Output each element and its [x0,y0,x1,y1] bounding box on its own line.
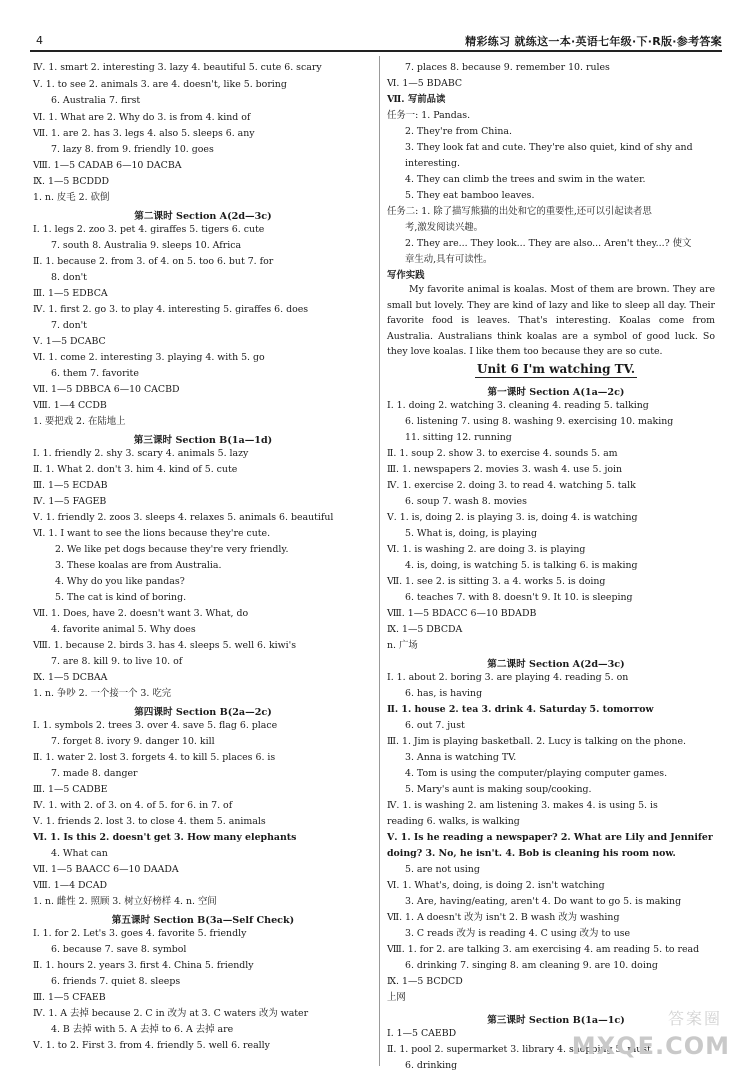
answer-line: Ⅴ. 1. to see 2. animals 3. are 4. doesn't, like 5. boring [33,79,287,90]
section-heading: 第五课时 Section B(3a—Self Check) [111,915,295,926]
answer-line: Ⅱ. 1. house 2. tea 3. drink 4. Saturday 5. tomorrow [387,704,654,715]
answer-line: Ⅸ. 1—5 DCBAA [33,672,108,683]
answer-line: 1. 要把戏 2. 在陆地上 [33,416,126,427]
answer-line: Ⅲ. 1—5 CADBE [33,784,108,795]
answer-line: 8. don't [51,272,87,283]
answer-line: 章生动,具有可读性。 [405,254,493,265]
answer-line: reading 6. walks, is walking [387,816,520,827]
answer-line: Ⅷ. 1. because 2. birds 3. has 4. sleeps 5. well 6. kiwi's [33,640,297,651]
column-divider [379,56,380,1066]
section-heading: 第二课时 Section A(2d—3c) [487,659,625,670]
answer-line: Ⅳ. 1. with 2. of 3. on 4. of 5. for 6. in 7. of [33,800,233,811]
answer-line: 2. They are... They look... They are also... Aren't they...? 使文 [405,238,692,249]
answer-line: Ⅰ. 1. symbols 2. trees 3. over 4. save 5. flag 6. place [33,720,278,731]
answer-line: 6. out 7. just [405,720,465,731]
answer-line: 3. Anna is watching TV. [405,752,517,763]
answer-line: Ⅴ. 1. friendly 2. zoos 3. sleeps 4. relaxes 5. animals 6. beautiful [33,512,334,523]
answer-line: Ⅰ. 1. legs 2. zoo 3. pet 4. giraffes 5. tigers 6. cute [33,224,265,235]
answer-line: Ⅷ. 1. for 2. are talking 3. am exercising 4. am reading 5. to read [387,944,700,955]
answer-line: 1. n. 雌性 2. 照顾 3. 树立好榜样 4. n. 空间 [33,896,217,907]
answer-line: Ⅷ. 1—4 CCDB [33,400,107,411]
answer-line: Ⅶ. 1. are 2. has 3. legs 4. also 5. sleeps 6. any [33,128,255,139]
answer-line: 3. They look fat and cute. They're also quiet, kind of shy and [405,142,693,153]
answer-line: 7. places 8. because 9. remember 10. rules [405,62,610,73]
answer-line: Ⅶ. 1—5 DBBCA 6—10 CACBD [33,384,180,395]
answer-line: Ⅴ. 1. is, doing 2. is playing 3. is, doing 4. is watching [387,512,638,523]
answer-line: 写作实践 [387,270,425,281]
answer-line: Ⅱ. 1. hours 2. years 3. first 4. China 5. friendly [33,960,254,971]
answer-line: Ⅲ. 1—5 ECDAB [33,480,108,491]
answer-line: n. 广场 [387,640,418,651]
answer-line: 2. They're from China. [405,126,512,137]
answer-line: Ⅵ. 1. What are 2. Why do 3. is from 4. kind of [33,112,251,123]
answer-line: 6. them 7. favorite [51,368,139,379]
answer-line: 4. What can [51,848,108,859]
answer-line: Ⅰ. 1—5 CAEBD [387,1028,457,1039]
answer-line: 6. drinking 7. singing 8. am cleaning 9. are 10. doing [405,960,658,971]
sample-essay: My favorite animal is koalas. Most of them are brown. They are small but lovely. They are kind of lazy and like to sleep all day. Their favorite food is leaves. That's interesting. Koalas come from Australia. Australians think koalas are a symbol of good luck. So they love koalas. I like them too because they are so cute. [387,284,715,358]
answer-line: Ⅷ. 1—5 CADAB 6—10 DACBA [33,160,182,171]
answer-line: 5. The cat is kind of boring. [55,592,187,603]
answer-line: Ⅶ. 1. A doesn't 改为 isn't 2. B wash 改为 washing [387,912,620,923]
answer-line: 任务一: 1. Pandas. [387,110,471,121]
page-number: 4 [36,34,43,47]
page-header [30,28,722,52]
answer-line: Ⅳ. 1. A 去掉 because 2. C in 改为 at 3. C waters 改为 water [33,1008,309,1019]
answer-line: Ⅲ. 1—5 CFAEB [33,992,106,1003]
unit-title: Unit 6 I'm watching TV. [476,362,635,376]
answer-line: Ⅳ. 1. is washing 2. am listening 3. makes 4. is using 5. is [387,800,658,811]
answer-line: 4. They can climb the trees and swim in the water. [405,174,646,185]
answer-line: Ⅵ. 1. I want to see the lions because they're cute. [33,528,271,539]
answer-line: Ⅱ. 1. pool 2. supermarket 3. library 4. shopping 5. must [387,1044,651,1055]
answer-line: Ⅸ. 1—5 BCDDD [33,176,110,187]
answer-line: 6. friends 7. quiet 8. sleeps [51,976,181,987]
answer-line: Ⅱ. 1. water 2. lost 3. forgets 4. to kill 5. places 6. is [33,752,276,763]
answer-line: 3. Are, having/eating, aren't 4. Do want to go 5. is making [405,896,682,907]
answer-line: Ⅸ. 1—5 DBCDA [387,624,463,635]
answer-line: 5. What is, doing, is playing [405,528,538,539]
answer-line: 5. Mary's aunt is making soup/cooking. [405,784,592,795]
answer-line: 7. are 8. kill 9. to live 10. of [51,656,183,667]
answer-line: 5. are not using [405,864,480,875]
answer-line: Ⅴ. 1. friends 2. lost 3. to close 4. them 5. animals [33,816,266,827]
answer-line: 上网 [387,992,406,1003]
answer-line: Ⅵ. 1. What's, doing, is doing 2. isn't watching [387,880,605,891]
answer-line: Ⅴ. 1. Is he reading a newspaper? 2. What are Lily and Jennifer [387,832,713,843]
answer-line: Ⅳ. 1—5 FAGEB [33,496,107,507]
answer-line: 7. forget 8. ivory 9. danger 10. kill [51,736,215,747]
answer-line: Ⅶ. 1—5 BAACC 6—10 DAADA [33,864,179,875]
answer-line: Ⅵ. 1. Is this 2. doesn't get 3. How many elephants [33,832,297,843]
answer-line: Ⅷ. 1—5 BDACC 6—10 BDADB [387,608,537,619]
answer-line: Ⅱ. 1. soup 2. show 3. to exercise 4. sounds 5. am [387,448,618,459]
answer-line: Ⅵ. 1. is washing 2. are doing 3. is playing [387,544,586,555]
answer-line: 11. sitting 12. running [405,432,512,443]
answer-line: Ⅶ. 1. see 2. is sitting 3. a 4. works 5. is doing [387,576,606,587]
answer-line: doing? 3. No, he isn't. 4. Bob is cleaning his room now. [387,848,676,859]
answer-line: Ⅱ. 1. because 2. from 3. of 4. on 5. too 6. but 7. for [33,256,274,267]
answer-line: 1. n. 争吵 2. 一个接一个 3. 吃完 [33,688,172,699]
watermark-top-text: 答案圈 [667,1009,722,1028]
answer-line: 4. Why do you like pandas? [55,576,185,587]
answer-line: Ⅸ. 1—5 BCDCD [387,976,463,987]
answer-line: 考,激发阅读兴趣。 [405,222,483,233]
answer-line: 3. C reads 改为 is reading 4. C using 改为 to use [405,928,631,939]
answer-line: Ⅴ. 1. to 2. First 3. from 4. friendly 5. well 6. really [33,1040,270,1051]
answer-line: 6. has, is having [405,688,483,699]
answer-line: 4. B 去掉 with 5. A 去掉 to 6. A 去掉 are [51,1024,234,1035]
answer-line: 7. don't [51,320,87,331]
answer-line: 6. teaches 7. with 8. doesn't 9. It 10. is sleeping [405,592,633,603]
answer-line: 5. They eat bamboo leaves. [405,190,535,201]
answer-line: interesting. [405,158,460,169]
answer-line: 任务二: 1. 除了描写熊猫的出处和它的重要性,还可以引起读者思 [387,206,652,217]
answer-line: Ⅷ. 1—4 DCAD [33,880,107,891]
answer-line: 6. Australia 7. first [51,95,141,106]
section-heading: 第一课时 Section A(1a—2c) [487,387,625,398]
answer-line: Ⅲ. 1—5 EDBCA [33,288,108,299]
answer-line: Ⅲ. 1. newspapers 2. movies 3. wash 4. use 5. join [387,464,623,475]
answer-line: Ⅶ. 写前品读 [387,94,446,105]
answer-line: 2. We like pet dogs because they're very friendly. [55,544,289,555]
answer-line: 6. because 7. save 8. symbol [51,944,187,955]
book-title: 精彩练习 就练这一本·英语七年级·下·R版·参考答案 [465,35,722,48]
answer-line: 7. lazy 8. from 9. friendly 10. goes [51,144,214,155]
answer-line: 6. drinking [405,1060,458,1071]
answer-line: Ⅵ. 1. come 2. interesting 3. playing 4. with 5. go [33,352,265,363]
answer-line: Ⅰ. 1. for 2. Let's 3. goes 4. favorite 5. friendly [33,928,247,939]
answer-line: 6. soup 7. wash 8. movies [405,496,527,507]
answer-line: 6. listening 7. using 8. washing 9. exercising 10. making [405,416,674,427]
watermark-text: MXQE.COM [571,1032,730,1060]
section-heading: 第三课时 Section B(1a—1c) [487,1015,625,1026]
answer-line: Ⅳ. 1. first 2. go 3. to play 4. interesting 5. giraffes 6. does [33,304,309,315]
section-heading: 第四课时 Section B(2a—2c) [134,707,272,718]
answer-line: 7. made 8. danger [51,768,138,779]
answer-line: Ⅳ. 1. exercise 2. doing 3. to read 4. watching 5. talk [387,480,636,491]
section-heading: 第二课时 Section A(2d—3c) [134,211,272,222]
answer-line: Ⅶ. 1. Does, have 2. doesn't want 3. What, do [33,608,249,619]
answer-line: 7. south 8. Australia 9. sleeps 10. Africa [51,240,242,251]
answer-line: Ⅱ. 1. What 2. don't 3. him 4. kind of 5. cute [33,464,238,475]
answer-line: 4. is, doing, is watching 5. is talking 6. is making [405,560,638,571]
answer-line: Ⅴ. 1—5 DCABC [33,336,106,347]
answer-line: Ⅰ. 1. about 2. boring 3. are playing 4. reading 5. on [387,672,629,683]
site-watermark [571,1004,730,1060]
answer-line: Ⅰ. 1. doing 2. watching 3. cleaning 4. reading 5. talking [387,400,649,411]
answer-line: 4. Tom is using the computer/playing computer games. [405,768,668,779]
answer-line: 1. n. 皮毛 2. 砍倒 [33,192,110,203]
answer-line: Ⅲ. 1. Jim is playing basketball. 2. Lucy is talking on the phone. [387,736,686,747]
unit-heading [387,362,725,376]
answer-line: Ⅳ. 1. smart 2. interesting 3. lazy 4. beautiful 5. cute 6. scary [33,62,322,73]
section-heading: 第三课时 Section B(1a—1d) [133,435,273,446]
answer-line: Ⅰ. 1. friendly 2. shy 3. scary 4. animals 5. lazy [33,448,249,459]
answer-line: 4. favorite animal 5. Why does [51,624,196,635]
answer-line: 3. These koalas are from Australia. [55,560,222,571]
answer-line: Ⅵ. 1—5 BDABC [387,78,463,89]
